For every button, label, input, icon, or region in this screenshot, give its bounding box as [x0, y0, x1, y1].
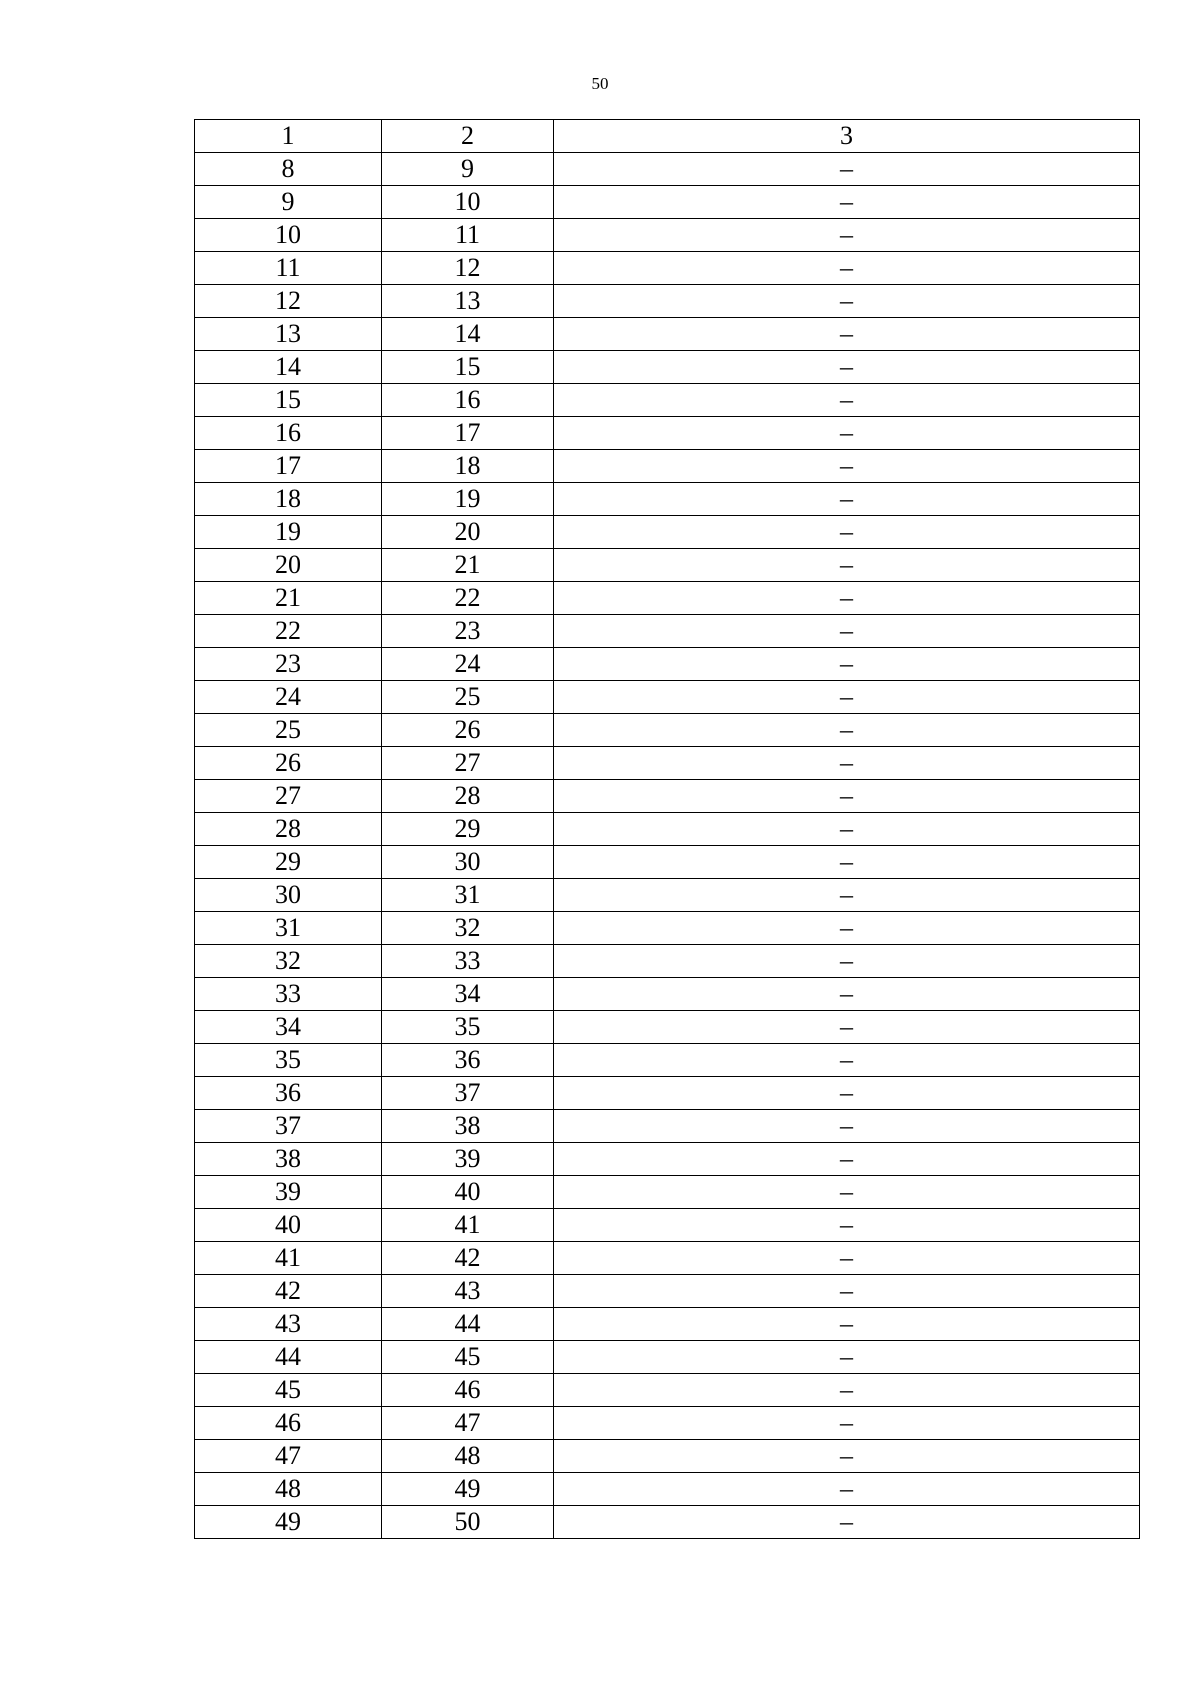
table-cell-col-2: 30 [382, 846, 554, 879]
table-row [195, 1044, 1140, 1077]
table-cell-col-2: 17 [382, 417, 554, 450]
table-cell-col-3: – [554, 549, 1140, 582]
table-cell-col-1: 47 [195, 1440, 382, 1473]
header-cell-3: 3 [554, 120, 1140, 153]
table-cell-col-2: 24 [382, 648, 554, 681]
table-cell-col-3: – [554, 1110, 1140, 1143]
table-cell-col-3: – [554, 1143, 1140, 1176]
table-row [195, 1440, 1140, 1473]
table-cell-col-2: 42 [382, 1242, 554, 1275]
table-cell-col-2: 38 [382, 1110, 554, 1143]
table-row [195, 714, 1140, 747]
table-cell-col-1: 14 [195, 351, 382, 384]
table-cell-col-2: 35 [382, 1011, 554, 1044]
table-cell-col-2: 12 [382, 252, 554, 285]
table-cell-col-1: 9 [195, 186, 382, 219]
table-cell-col-3: – [554, 1077, 1140, 1110]
table-cell-col-1: 28 [195, 813, 382, 846]
table-cell-col-2: 31 [382, 879, 554, 912]
table-cell-col-1: 29 [195, 846, 382, 879]
table-cell-col-1: 10 [195, 219, 382, 252]
table-cell-col-1: 8 [195, 153, 382, 186]
table-cell-col-1: 36 [195, 1077, 382, 1110]
table-row [195, 978, 1140, 1011]
data-table [194, 119, 1140, 1539]
table-cell-col-1: 17 [195, 450, 382, 483]
table-cell-col-1: 27 [195, 780, 382, 813]
table-cell-col-1: 23 [195, 648, 382, 681]
table-cell-col-2: 29 [382, 813, 554, 846]
table-cell-col-2: 14 [382, 318, 554, 351]
table-cell-col-3: – [554, 813, 1140, 846]
table-row [195, 1209, 1140, 1242]
table-cell-col-1: 46 [195, 1407, 382, 1440]
table-cell-col-2: 15 [382, 351, 554, 384]
table-cell-col-1: 42 [195, 1275, 382, 1308]
table-cell-col-2: 45 [382, 1341, 554, 1374]
table-row [195, 1407, 1140, 1440]
table-cell-col-3: – [554, 714, 1140, 747]
table-row [195, 1110, 1140, 1143]
table-row [195, 549, 1140, 582]
table-row [195, 219, 1140, 252]
table-cell-col-1: 24 [195, 681, 382, 714]
table-cell-col-3: – [554, 252, 1140, 285]
table-row [195, 813, 1140, 846]
table-cell-col-3: – [554, 1374, 1140, 1407]
table-container [194, 119, 1139, 1539]
table-cell-col-2: 37 [382, 1077, 554, 1110]
table-row [195, 483, 1140, 516]
table-row [195, 1308, 1140, 1341]
table-cell-col-3: – [554, 483, 1140, 516]
table-cell-col-1: 49 [195, 1506, 382, 1539]
table-cell-col-3: – [554, 285, 1140, 318]
table-cell-col-2: 33 [382, 945, 554, 978]
table-cell-col-1: 37 [195, 1110, 382, 1143]
table-cell-col-3: – [554, 351, 1140, 384]
table-cell-col-3: – [554, 1044, 1140, 1077]
table-cell-col-2: 43 [382, 1275, 554, 1308]
table-cell-col-3: – [554, 879, 1140, 912]
table-cell-col-2: 50 [382, 1506, 554, 1539]
table-cell-col-1: 18 [195, 483, 382, 516]
table-cell-col-3: – [554, 1506, 1140, 1539]
table-cell-col-3: – [554, 912, 1140, 945]
table-cell-col-3: – [554, 747, 1140, 780]
page-number: 50 [591, 74, 609, 93]
table-cell-col-2: 23 [382, 615, 554, 648]
table-cell-col-1: 34 [195, 1011, 382, 1044]
table-cell-col-2: 44 [382, 1308, 554, 1341]
table-row [195, 1341, 1140, 1374]
table-cell-col-2: 11 [382, 219, 554, 252]
table-cell-col-1: 22 [195, 615, 382, 648]
table-cell-col-2: 21 [382, 549, 554, 582]
table-row [195, 780, 1140, 813]
table-cell-col-2: 9 [382, 153, 554, 186]
table-row [195, 945, 1140, 978]
table-cell-col-3: – [554, 219, 1140, 252]
table-cell-col-3: – [554, 450, 1140, 483]
table-cell-col-2: 46 [382, 1374, 554, 1407]
table-row [195, 384, 1140, 417]
table-row [195, 681, 1140, 714]
table-cell-col-3: – [554, 1407, 1140, 1440]
header-cell-2: 2 [382, 120, 554, 153]
table-body [195, 120, 1140, 1539]
table-cell-col-3: – [554, 1011, 1140, 1044]
table-cell-col-1: 40 [195, 1209, 382, 1242]
table-cell-col-3: – [554, 582, 1140, 615]
table-cell-col-2: 27 [382, 747, 554, 780]
table-row [195, 1473, 1140, 1506]
table-cell-col-2: 16 [382, 384, 554, 417]
table-cell-col-1: 38 [195, 1143, 382, 1176]
table-cell-col-2: 39 [382, 1143, 554, 1176]
table-row [195, 879, 1140, 912]
table-row [195, 912, 1140, 945]
table-cell-col-2: 22 [382, 582, 554, 615]
table-cell-col-2: 18 [382, 450, 554, 483]
table-header-row [195, 120, 1140, 153]
table-cell-col-3: – [554, 780, 1140, 813]
table-cell-col-1: 19 [195, 516, 382, 549]
table-cell-col-1: 15 [195, 384, 382, 417]
table-row [195, 1143, 1140, 1176]
table-row [195, 516, 1140, 549]
table-cell-col-1: 12 [195, 285, 382, 318]
table-cell-col-2: 41 [382, 1209, 554, 1242]
table-cell-col-3: – [554, 681, 1140, 714]
table-row [195, 1242, 1140, 1275]
table-row [195, 252, 1140, 285]
table-cell-col-2: 10 [382, 186, 554, 219]
table-cell-col-1: 20 [195, 549, 382, 582]
table-row [195, 1176, 1140, 1209]
table-cell-col-2: 20 [382, 516, 554, 549]
table-cell-col-1: 25 [195, 714, 382, 747]
table-row [195, 1011, 1140, 1044]
table-cell-col-2: 47 [382, 1407, 554, 1440]
table-row [195, 186, 1140, 219]
table-cell-col-3: – [554, 1275, 1140, 1308]
table-cell-col-1: 30 [195, 879, 382, 912]
table-row [195, 846, 1140, 879]
table-cell-col-2: 34 [382, 978, 554, 1011]
table-cell-col-2: 19 [382, 483, 554, 516]
table-row [195, 153, 1140, 186]
table-cell-col-3: – [554, 417, 1140, 450]
header-cell-1: 1 [195, 120, 382, 153]
table-cell-col-3: – [554, 516, 1140, 549]
table-row [195, 747, 1140, 780]
table-cell-col-1: 35 [195, 1044, 382, 1077]
table-cell-col-1: 16 [195, 417, 382, 450]
table-row [195, 1275, 1140, 1308]
table-cell-col-1: 26 [195, 747, 382, 780]
table-cell-col-3: – [554, 186, 1140, 219]
table-cell-col-2: 49 [382, 1473, 554, 1506]
table-cell-col-1: 44 [195, 1341, 382, 1374]
table-row [195, 648, 1140, 681]
table-cell-col-3: – [554, 1341, 1140, 1374]
table-row [195, 615, 1140, 648]
table-row [195, 417, 1140, 450]
table-row [195, 351, 1140, 384]
table-cell-col-3: – [554, 615, 1140, 648]
table-cell-col-3: – [554, 978, 1140, 1011]
table-cell-col-2: 28 [382, 780, 554, 813]
table-cell-col-3: – [554, 648, 1140, 681]
table-cell-col-3: – [554, 945, 1140, 978]
table-row [195, 450, 1140, 483]
table-cell-col-1: 45 [195, 1374, 382, 1407]
table-cell-col-3: – [554, 1209, 1140, 1242]
table-cell-col-1: 11 [195, 252, 382, 285]
table-cell-col-1: 39 [195, 1176, 382, 1209]
table-cell-col-1: 48 [195, 1473, 382, 1506]
table-cell-col-2: 36 [382, 1044, 554, 1077]
table-cell-col-3: – [554, 318, 1140, 351]
table-row [195, 285, 1140, 318]
table-cell-col-1: 31 [195, 912, 382, 945]
table-cell-col-3: – [554, 846, 1140, 879]
table-row [195, 582, 1140, 615]
table-cell-col-1: 33 [195, 978, 382, 1011]
table-cell-col-3: – [554, 384, 1140, 417]
table-row [195, 1506, 1140, 1539]
table-cell-col-2: 32 [382, 912, 554, 945]
table-row [195, 1374, 1140, 1407]
table-cell-col-1: 13 [195, 318, 382, 351]
table-cell-col-2: 40 [382, 1176, 554, 1209]
table-row [195, 318, 1140, 351]
table-cell-col-3: – [554, 1242, 1140, 1275]
table-cell-col-2: 26 [382, 714, 554, 747]
table-cell-col-3: – [554, 1308, 1140, 1341]
table-cell-col-1: 41 [195, 1242, 382, 1275]
table-cell-col-1: 32 [195, 945, 382, 978]
table-cell-col-1: 43 [195, 1308, 382, 1341]
table-cell-col-3: – [554, 1176, 1140, 1209]
table-cell-col-3: – [554, 153, 1140, 186]
table-cell-col-2: 25 [382, 681, 554, 714]
table-cell-col-2: 13 [382, 285, 554, 318]
table-row [195, 1077, 1140, 1110]
table-cell-col-2: 48 [382, 1440, 554, 1473]
table-cell-col-3: – [554, 1473, 1140, 1506]
table-cell-col-1: 21 [195, 582, 382, 615]
table-cell-col-3: – [554, 1440, 1140, 1473]
